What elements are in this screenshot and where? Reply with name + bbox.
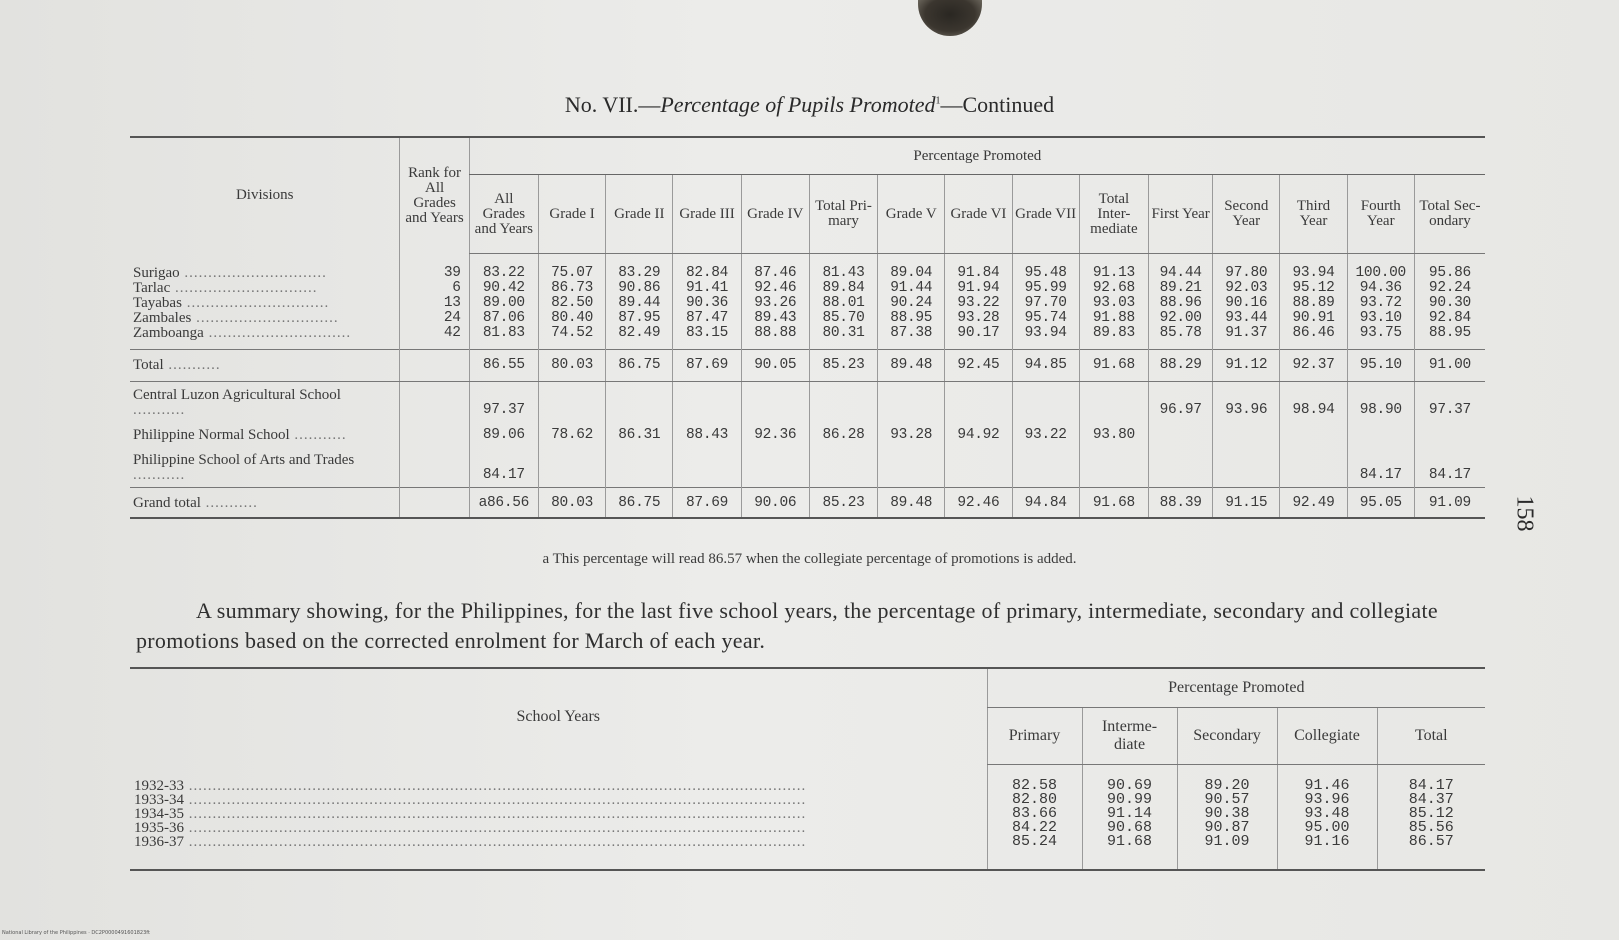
cell-value: 80.03 bbox=[538, 488, 605, 519]
column-header: Total Sec- ondary bbox=[1414, 175, 1485, 254]
leader-dots: .............................. bbox=[181, 294, 330, 311]
row-label: Central Luzon Agricultural School bbox=[133, 387, 341, 403]
cell-value bbox=[809, 447, 877, 488]
column-header: First Year bbox=[1149, 175, 1213, 254]
summary-value: 86.57 bbox=[1408, 833, 1454, 850]
cell-value: 93.28 bbox=[957, 310, 1000, 326]
footnote: a This percentage will read 86.57 when the collegiate percentage of promotions is added. bbox=[542, 551, 1077, 567]
cell-value: 92.49 bbox=[1280, 488, 1347, 519]
cell-value: 93.03 bbox=[1092, 295, 1135, 311]
school-year-row bbox=[134, 793, 983, 807]
cell-value: 88.01 bbox=[822, 295, 865, 311]
row-label: Total bbox=[133, 357, 164, 373]
summary-value-column bbox=[1277, 765, 1377, 871]
cell-value: 83.15 bbox=[686, 325, 729, 341]
value-column bbox=[1414, 254, 1485, 350]
summary-percentage-header: Percentage Promoted bbox=[987, 668, 1485, 708]
summary-column-header: Total bbox=[1377, 708, 1485, 765]
cell-value: 82.84 bbox=[686, 265, 729, 281]
cell-value: 93.80 bbox=[1079, 422, 1148, 447]
cell-value: 88.43 bbox=[673, 422, 741, 447]
cell-value: 91.12 bbox=[1213, 350, 1280, 382]
cell-value bbox=[1079, 447, 1148, 488]
divisions-header: Divisions bbox=[235, 187, 294, 204]
cell-value: 92.37 bbox=[1280, 350, 1347, 382]
cell-value bbox=[1149, 422, 1213, 447]
cell-value bbox=[1079, 382, 1148, 423]
school-year-row bbox=[134, 821, 983, 835]
column-header: Total Pri- mary bbox=[809, 175, 877, 254]
cell-value: 97.37 bbox=[1414, 382, 1485, 423]
summary-value: 84.22 bbox=[1011, 819, 1057, 836]
value-column bbox=[1280, 254, 1347, 350]
cell-value: 92.24 bbox=[1428, 280, 1471, 296]
ranks bbox=[400, 254, 469, 350]
summary-value: 85.12 bbox=[1408, 805, 1454, 822]
division-name: Zambales bbox=[133, 309, 192, 326]
cell-value bbox=[878, 447, 945, 488]
summary-value: 90.87 bbox=[1204, 819, 1250, 836]
column-header: Grade I bbox=[538, 175, 605, 254]
cell-value: 92.68 bbox=[1092, 280, 1135, 296]
cell-value bbox=[1149, 447, 1213, 488]
summary-value: 93.96 bbox=[1304, 791, 1350, 808]
cell-value: 94.44 bbox=[1159, 265, 1202, 281]
cell-value bbox=[1012, 447, 1079, 488]
cell-value: 95.05 bbox=[1347, 488, 1414, 519]
cell-value: 95.74 bbox=[1024, 310, 1067, 326]
cell-value: 91.41 bbox=[686, 280, 729, 296]
cell-value: 87.46 bbox=[754, 265, 797, 281]
cell-value: 97.70 bbox=[1024, 295, 1067, 311]
cell-value: 90.05 bbox=[741, 350, 809, 382]
cell-value bbox=[538, 382, 605, 423]
cell-value: 86.31 bbox=[606, 422, 673, 447]
column-header: Fourth Year bbox=[1347, 175, 1414, 254]
cell-value: 81.43 bbox=[822, 265, 865, 281]
cell-value bbox=[945, 382, 1012, 423]
cell-value: 92.46 bbox=[754, 280, 797, 296]
division-names bbox=[130, 254, 400, 350]
grand-total-row-label bbox=[130, 488, 400, 519]
school-year: 1936-37 bbox=[134, 834, 184, 849]
school-year-row bbox=[134, 835, 983, 849]
cell-value: 91.13 bbox=[1092, 265, 1135, 281]
column-header: Second Year bbox=[1213, 175, 1280, 254]
summary-value-column bbox=[1377, 765, 1485, 871]
title-suffix: —Continued bbox=[940, 92, 1055, 117]
value-column bbox=[809, 254, 877, 350]
cell-value: 78.62 bbox=[538, 422, 605, 447]
cell-value: 91.37 bbox=[1225, 325, 1268, 341]
school-year: 1932-33 bbox=[134, 778, 184, 793]
cell-value: 94.85 bbox=[1012, 350, 1079, 382]
cell-value: 83.22 bbox=[482, 265, 525, 281]
cell-value: 92.45 bbox=[945, 350, 1012, 382]
summary-value-column bbox=[1177, 765, 1277, 871]
column-header: Grade V bbox=[878, 175, 945, 254]
leader-dots: ........... bbox=[163, 357, 221, 373]
summary-value: 84.37 bbox=[1408, 791, 1454, 808]
cell-value: 85.23 bbox=[809, 488, 877, 519]
cell-value: 95.99 bbox=[1024, 280, 1067, 296]
value-column bbox=[1149, 254, 1213, 350]
grand-total-row bbox=[130, 488, 1485, 519]
cell-value: 92.84 bbox=[1428, 310, 1471, 326]
summary-paragraph: A summary showing, for the Philippines, for the last five school years, the percentage of primary, intermediate, secondary and collegiate promotions based on the corrected enrolment for March of each year. bbox=[136, 598, 1438, 653]
summary-value: 90.57 bbox=[1204, 791, 1250, 808]
school-year: 1933-34 bbox=[134, 792, 184, 807]
cell-value: 95.86 bbox=[1428, 265, 1471, 281]
summary-value: 85.56 bbox=[1408, 819, 1454, 836]
cell-value: 95.12 bbox=[1292, 280, 1335, 296]
cell-value: 75.07 bbox=[551, 265, 594, 281]
rank-empty bbox=[400, 447, 469, 488]
cell-value: 91.68 bbox=[1079, 488, 1148, 519]
summary-value: 85.24 bbox=[1011, 833, 1057, 850]
cell-value: 87.95 bbox=[618, 310, 661, 326]
punch-hole bbox=[918, 0, 982, 36]
cell-value: 87.69 bbox=[673, 350, 741, 382]
cell-value: 92.00 bbox=[1159, 310, 1202, 326]
cell-value: 82.49 bbox=[618, 325, 661, 341]
leader-dots: .................................................................................................................................. bbox=[184, 778, 807, 793]
cell-value: 93.72 bbox=[1359, 295, 1402, 311]
page-number: 158 bbox=[1511, 495, 1538, 532]
cell-value bbox=[1012, 382, 1079, 423]
column-header: Grade II bbox=[606, 175, 673, 254]
summary-column-header: Secondary bbox=[1177, 708, 1277, 765]
cell-value: 93.94 bbox=[1024, 325, 1067, 341]
cell-value: 89.48 bbox=[878, 488, 945, 519]
row-label: Grand total bbox=[133, 495, 201, 511]
cell-value: 93.94 bbox=[1292, 265, 1335, 281]
cell-value: 94.36 bbox=[1359, 280, 1402, 296]
cell-value: 88.95 bbox=[1428, 325, 1471, 341]
cell-value: 96.97 bbox=[1149, 382, 1213, 423]
cell-value: 91.00 bbox=[1414, 350, 1485, 382]
cell-value: 91.88 bbox=[1092, 310, 1135, 326]
summary-value: 90.68 bbox=[1106, 819, 1152, 836]
cell-value: 87.38 bbox=[890, 325, 933, 341]
row-label: Philippine Normal School bbox=[133, 427, 290, 443]
leader-dots: ........... bbox=[289, 427, 347, 443]
rank-empty bbox=[400, 422, 469, 447]
rank-empty bbox=[400, 488, 469, 519]
cell-value: 91.94 bbox=[957, 280, 1000, 296]
value-column bbox=[1012, 254, 1079, 350]
rank-value: 39 bbox=[443, 264, 461, 281]
division-row bbox=[133, 281, 396, 296]
cell-value: 98.94 bbox=[1280, 382, 1347, 423]
cell-value: 84.17 bbox=[469, 447, 538, 488]
summary-value: 90.38 bbox=[1204, 805, 1250, 822]
cell-value: 94.84 bbox=[1012, 488, 1079, 519]
value-column bbox=[878, 254, 945, 350]
column-header: All Grades and Years bbox=[469, 175, 538, 254]
cell-value bbox=[673, 447, 741, 488]
page-title bbox=[0, 92, 1619, 118]
summary-column-header: Interme- diate bbox=[1082, 708, 1177, 765]
value-column bbox=[945, 254, 1012, 350]
cell-value: 93.28 bbox=[878, 422, 945, 447]
cell-value: 89.06 bbox=[469, 422, 538, 447]
division-row bbox=[133, 326, 396, 341]
value-column bbox=[538, 254, 605, 350]
institution-row bbox=[130, 447, 1485, 488]
column-header: Grade VI bbox=[945, 175, 1012, 254]
school-years-header: School Years bbox=[516, 707, 601, 725]
cell-value: 80.03 bbox=[538, 350, 605, 382]
leader-dots: .............................. bbox=[191, 309, 339, 326]
cell-value: 85.78 bbox=[1159, 325, 1202, 341]
cell-value: 95.48 bbox=[1024, 265, 1067, 281]
cell-value bbox=[945, 447, 1012, 488]
cell-value bbox=[673, 382, 741, 423]
institution-row-label bbox=[130, 422, 400, 447]
summary-value: 91.68 bbox=[1106, 833, 1152, 850]
cell-value: 88.89 bbox=[1292, 295, 1335, 311]
row-label: Philippine School of Arts and Trades bbox=[133, 452, 355, 468]
summary-column-header: Collegiate bbox=[1277, 708, 1377, 765]
cell-value: 93.75 bbox=[1359, 325, 1402, 341]
source-watermark: National Library of the Philippines · DC2P0000491601823ft bbox=[2, 930, 150, 936]
cell-value bbox=[606, 382, 673, 423]
school-year: 1934-35 bbox=[134, 806, 184, 821]
rank-empty bbox=[400, 382, 469, 423]
cell-value: 93.22 bbox=[957, 295, 1000, 311]
cell-value: 90.86 bbox=[618, 280, 661, 296]
cell-value: 87.47 bbox=[686, 310, 729, 326]
cell-value: 92.36 bbox=[741, 422, 809, 447]
summary-value: 90.99 bbox=[1106, 791, 1152, 808]
leader-dots: .............................. bbox=[203, 324, 352, 341]
cell-value: 86.55 bbox=[469, 350, 538, 382]
cell-value: 84.17 bbox=[1414, 447, 1485, 488]
cell-value bbox=[1414, 422, 1485, 447]
value-column bbox=[741, 254, 809, 350]
column-header: Third Year bbox=[1280, 175, 1347, 254]
column-header: Grade IV bbox=[741, 175, 809, 254]
cell-value: 94.92 bbox=[945, 422, 1012, 447]
cell-value: 89.84 bbox=[822, 280, 865, 296]
cell-value bbox=[1213, 422, 1280, 447]
cell-value: 90.06 bbox=[741, 488, 809, 519]
division-row bbox=[133, 296, 396, 311]
rank-header: Rank for All Grades and Years bbox=[400, 137, 469, 254]
division-name: Tayabas bbox=[133, 294, 182, 311]
column-header: Total Inter- mediate bbox=[1079, 175, 1148, 254]
summary-value-column bbox=[1082, 765, 1177, 871]
cell-value: 82.50 bbox=[551, 295, 594, 311]
summary-value-column bbox=[987, 765, 1082, 871]
rank-value: 6 bbox=[452, 279, 461, 296]
cell-value: 87.06 bbox=[482, 310, 525, 326]
cell-value bbox=[741, 382, 809, 423]
leader-dots: .................................................................................................................................. bbox=[184, 792, 807, 807]
cell-value: 87.69 bbox=[673, 488, 741, 519]
cell-value: 88.29 bbox=[1149, 350, 1213, 382]
cell-value bbox=[809, 382, 877, 423]
cell-value bbox=[1347, 422, 1414, 447]
summary-column-header: Primary bbox=[987, 708, 1082, 765]
column-header: Grade III bbox=[673, 175, 741, 254]
cell-value: 85.70 bbox=[822, 310, 865, 326]
value-column bbox=[1213, 254, 1280, 350]
cell-value: 86.46 bbox=[1292, 325, 1335, 341]
title-prefix: No. VII.— bbox=[564, 92, 661, 117]
cell-value: 84.17 bbox=[1347, 447, 1414, 488]
cell-value bbox=[1280, 447, 1347, 488]
institution-row-label bbox=[130, 382, 400, 423]
cell-value: 90.17 bbox=[957, 325, 1000, 341]
cell-value bbox=[1280, 422, 1347, 447]
cell-value: 89.04 bbox=[890, 265, 933, 281]
cell-value bbox=[741, 447, 809, 488]
cell-value bbox=[538, 447, 605, 488]
cell-value: 86.75 bbox=[606, 350, 673, 382]
total-row bbox=[130, 350, 1485, 382]
school-years-list bbox=[130, 765, 987, 871]
summary-value: 91.16 bbox=[1304, 833, 1350, 850]
division-row bbox=[133, 266, 396, 281]
cell-value: 90.36 bbox=[686, 295, 729, 311]
rank-empty bbox=[400, 350, 469, 382]
cell-value: 92.46 bbox=[945, 488, 1012, 519]
cell-value: 83.29 bbox=[618, 265, 661, 281]
summary-value: 93.48 bbox=[1304, 805, 1350, 822]
school-year: 1935-36 bbox=[134, 820, 184, 835]
cell-value: 98.90 bbox=[1347, 382, 1414, 423]
title-footnote-mark: 1 bbox=[935, 95, 941, 107]
rank-value: 24 bbox=[443, 309, 461, 326]
summary-value: 95.00 bbox=[1304, 819, 1350, 836]
summary-value: 84.17 bbox=[1408, 777, 1454, 794]
percentage-promoted-header: Percentage Promoted bbox=[469, 137, 1485, 175]
cell-value: 81.83 bbox=[482, 325, 525, 341]
summary-value: 91.14 bbox=[1106, 805, 1152, 822]
cell-value: 80.31 bbox=[822, 325, 865, 341]
cell-value: 80.40 bbox=[551, 310, 594, 326]
division-name: Zamboanga bbox=[133, 324, 204, 341]
cell-value: 91.09 bbox=[1414, 488, 1485, 519]
division-name: Tarlac bbox=[133, 279, 171, 296]
division-row bbox=[133, 311, 396, 326]
cell-value bbox=[1213, 447, 1280, 488]
cell-value: 90.30 bbox=[1428, 295, 1471, 311]
cell-value: 97.80 bbox=[1225, 265, 1268, 281]
summary-value: 82.80 bbox=[1011, 791, 1057, 808]
cell-value: 90.91 bbox=[1292, 310, 1335, 326]
total-row-label bbox=[130, 350, 400, 382]
cell-value: a86.56 bbox=[469, 488, 538, 519]
cell-value: 97.37 bbox=[469, 382, 538, 423]
cell-value: 91.15 bbox=[1213, 488, 1280, 519]
school-year-row bbox=[134, 779, 983, 793]
cell-value: 95.10 bbox=[1347, 350, 1414, 382]
summary-table bbox=[130, 667, 1485, 871]
cell-value: 93.22 bbox=[1012, 422, 1079, 447]
summary-value: 91.09 bbox=[1204, 833, 1250, 850]
leader-dots: ........... bbox=[200, 495, 258, 511]
cell-value: 91.68 bbox=[1079, 350, 1148, 382]
cell-value: 90.16 bbox=[1225, 295, 1268, 311]
cell-value: 93.44 bbox=[1225, 310, 1268, 326]
cell-value: 89.48 bbox=[878, 350, 945, 382]
cell-value: 93.26 bbox=[754, 295, 797, 311]
cell-value: 91.44 bbox=[890, 280, 933, 296]
cell-value: 90.42 bbox=[482, 280, 525, 296]
cell-value: 93.96 bbox=[1213, 382, 1280, 423]
column-header: Grade VII bbox=[1012, 175, 1079, 254]
value-column bbox=[1347, 254, 1414, 350]
cell-value: 89.21 bbox=[1159, 280, 1202, 296]
cell-value: 91.84 bbox=[957, 265, 1000, 281]
cell-value bbox=[606, 447, 673, 488]
leader-dots: .................................................................................................................................. bbox=[184, 820, 807, 835]
value-column bbox=[606, 254, 673, 350]
leader-dots: ........... bbox=[133, 402, 186, 418]
rank-value: 13 bbox=[443, 294, 461, 311]
cell-value: 85.23 bbox=[809, 350, 877, 382]
school-year-row bbox=[134, 807, 983, 821]
summary-value: 89.20 bbox=[1204, 777, 1250, 794]
institution-row bbox=[130, 382, 1485, 423]
summary-value: 90.69 bbox=[1106, 777, 1152, 794]
institution-row-label bbox=[130, 447, 400, 488]
value-column bbox=[469, 254, 538, 350]
promotion-table bbox=[130, 136, 1485, 519]
cell-value: 88.88 bbox=[754, 325, 797, 341]
summary-value: 91.46 bbox=[1304, 777, 1350, 794]
cell-value: 92.03 bbox=[1225, 280, 1268, 296]
leader-dots: .............................. bbox=[179, 264, 327, 281]
value-column bbox=[673, 254, 741, 350]
cell-value: 88.95 bbox=[890, 310, 933, 326]
leader-dots: .................................................................................................................................. bbox=[184, 834, 807, 849]
cell-value: 89.44 bbox=[618, 295, 661, 311]
value-column bbox=[1079, 254, 1148, 350]
cell-value: 86.73 bbox=[551, 280, 594, 296]
cell-value: 88.96 bbox=[1159, 295, 1202, 311]
leader-dots: .................................................................................................................................. bbox=[184, 806, 807, 821]
cell-value: 88.39 bbox=[1149, 488, 1213, 519]
leader-dots: ........... bbox=[133, 467, 186, 483]
division-name: Surigao bbox=[133, 264, 180, 281]
summary-value: 83.66 bbox=[1011, 805, 1057, 822]
cell-value: 89.43 bbox=[754, 310, 797, 326]
cell-value: 100.00 bbox=[1355, 265, 1406, 281]
rank-value: 42 bbox=[443, 324, 461, 341]
institution-row bbox=[130, 422, 1485, 447]
cell-value: 93.10 bbox=[1359, 310, 1402, 326]
title-italic: Percentage of Pupils Promoted bbox=[660, 92, 936, 117]
cell-value: 86.75 bbox=[606, 488, 673, 519]
cell-value: 90.24 bbox=[890, 295, 933, 311]
cell-value: 86.28 bbox=[809, 422, 877, 447]
cell-value: 89.83 bbox=[1092, 325, 1135, 341]
leader-dots: .............................. bbox=[170, 279, 318, 296]
summary-value: 82.58 bbox=[1011, 777, 1057, 794]
cell-value bbox=[878, 382, 945, 423]
cell-value: 89.00 bbox=[482, 295, 525, 311]
cell-value: 74.52 bbox=[551, 325, 594, 341]
